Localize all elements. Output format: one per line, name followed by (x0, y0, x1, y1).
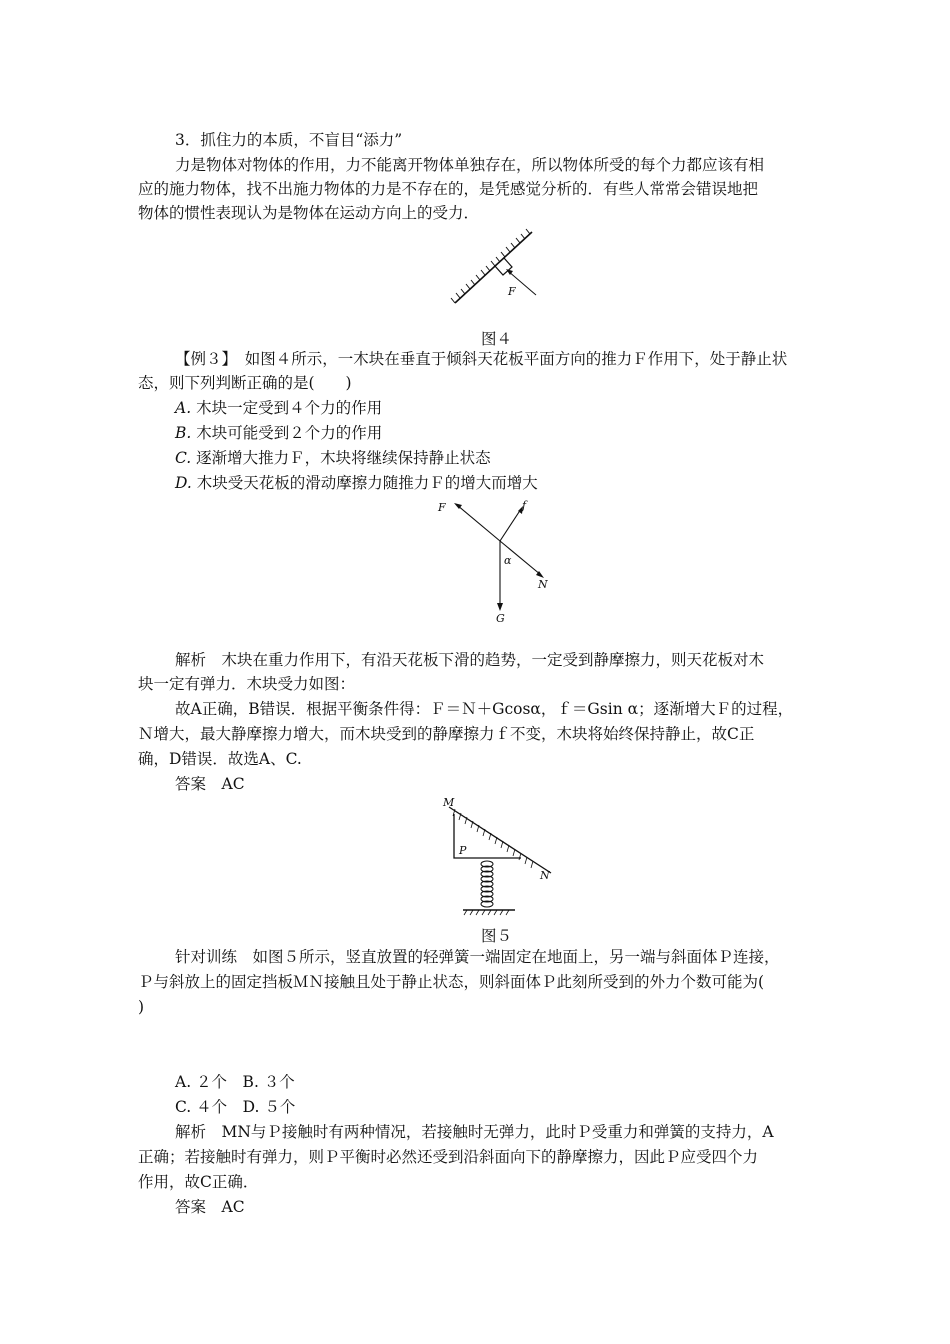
option-d: D. 木块受天花板的滑动摩擦力随推力Ｆ的增大而增大 (175, 474, 538, 492)
label-n: N (540, 869, 550, 882)
answer: 答案 AC (175, 775, 245, 793)
section-heading: 3．抓住力的本质，不盲目“添力” (175, 131, 403, 149)
training-analysis: 作用，故C正确． (138, 1173, 259, 1191)
analysis-line: 确，D错误．故选A、C. (138, 750, 302, 768)
training-analysis: 解析 MN与Ｐ接触时有两种情况，若接触时无弹力，此时Ｐ受重力和弹簧的支持力，A (175, 1123, 774, 1141)
force-diagram (430, 496, 560, 631)
friction-label: f (522, 499, 527, 512)
analysis-line: 故A正确，B错误．根据平衡条件得：Ｆ＝Ｎ＋Gcosα，ｆ＝Gsin α；逐渐增大Ｆ的过程， (175, 700, 794, 718)
figure-5-spring-incline (435, 795, 565, 920)
option-a: A. 木块一定受到４个力的作用 (175, 399, 383, 417)
alpha-label: α (504, 554, 512, 567)
example-3-stem: 【例３】 如图４所示，一木块在垂直于倾斜天花板平面方向的推力Ｆ作用下，处于静止状 (175, 350, 788, 368)
training-stem: 针对训练 如图５所示，竖直放置的轻弹簧一端固定在地面上，另一端与斜面体Ｐ连接， (175, 948, 780, 966)
training-options: A. ２个 B. ３个 (175, 1073, 295, 1091)
training-analysis: 正确；若接触时有弹力，则Ｐ平衡时必然还受到沿斜面向下的静摩擦力，因此Ｐ应受四个力 (138, 1148, 759, 1166)
training-options: C. ４个 D. ５个 (175, 1098, 296, 1116)
paragraph-line: 应的施力物体，找不出施力物体的力是不存在的，是凭感觉分析的．有些人常常会错误地把 (138, 180, 759, 198)
gravity-label: G (496, 612, 505, 625)
training-stem: Ｐ与斜放上的固定挡板ＭＮ接触且处于静止状态，则斜面体Ｐ此刻所受到的外力个数可能为( (138, 973, 765, 991)
figure-5-caption: 图５ (481, 927, 513, 945)
training-stem: ) (138, 998, 145, 1016)
label-p: P (459, 844, 467, 857)
label-m: M (443, 796, 455, 809)
normal-force-label: N (538, 578, 548, 591)
option-c: C. 逐渐增大推力Ｆ，木块将继续保持静止状态 (175, 449, 491, 467)
analysis-line: Ｎ增大，最大静摩擦力增大，而木块受到的静摩擦力ｆ不变，木块将始终保持静止，故C正 (138, 725, 755, 743)
option-b: B. 木块可能受到２个力的作用 (175, 424, 383, 442)
paragraph-line: 力是物体对物体的作用，力不能离开物体单独存在，所以物体所受的每个力都应该有相 (175, 156, 765, 174)
figure-4-caption: 图４ (481, 330, 513, 348)
paragraph-line: 物体的惯性表现认为是物体在运动方向上的受力． (138, 204, 480, 222)
analysis-line: 块一定有弹力．木块受力如图： (138, 675, 356, 693)
force-label: F (508, 285, 516, 298)
force-f-push-label: F (438, 501, 446, 514)
example-3-stem: 态，则下列判断正确的是( ) (138, 374, 352, 392)
answer: 答案 AC (175, 1198, 245, 1216)
analysis-line: 解析 木块在重力作用下，有沿天花板下滑的趋势，一定受到静摩擦力，则天花板对木 (175, 651, 765, 669)
figure-4-ceiling-block (445, 220, 555, 315)
